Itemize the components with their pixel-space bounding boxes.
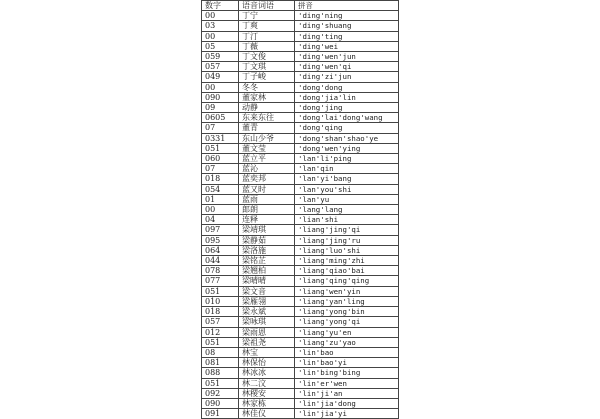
cell-pinyin: 'lin'jia'yi [295, 409, 399, 419]
cell-number: 049 [202, 72, 239, 82]
cell-pinyin: 'lan'li'ping [295, 154, 399, 164]
table-row [202, 184, 399, 194]
cell-number: 00 [202, 11, 239, 21]
cell-word: 梁永斌 [239, 307, 295, 317]
cell-word: 蓝奕邦 [239, 174, 295, 184]
cell-pinyin: 'lan'qin [295, 164, 399, 174]
cell-word: 董青 [239, 123, 295, 133]
table-row [202, 62, 399, 72]
cell-number: 090 [202, 92, 239, 102]
cell-number: 00 [202, 205, 239, 215]
cell-pinyin: 'ding'wei [295, 41, 399, 51]
cell-word: 梁文音 [239, 286, 295, 296]
cell-pinyin: 'dong'dong [295, 82, 399, 92]
cell-word: 丁文俊 [239, 52, 295, 62]
cell-pinyin: 'liang'yan'ling [295, 296, 399, 306]
cell-pinyin: 'liang'luo'shi [295, 245, 399, 255]
cell-pinyin: 'lin'bing'bing [295, 368, 399, 378]
cell-pinyin: 'dong'lai'dong'wang [295, 113, 399, 123]
cell-word: 梁雨恩 [239, 327, 295, 337]
table-row [202, 72, 399, 82]
cell-word: 连释 [239, 215, 295, 225]
table-row [202, 378, 399, 388]
cell-pinyin: 'ding'ning [295, 11, 399, 21]
cell-pinyin: 'lin'er'wen [295, 378, 399, 388]
cell-word: 蓝雨 [239, 194, 295, 204]
table-row [202, 358, 399, 368]
cell-word: 丁汀 [239, 31, 295, 41]
cell-word: 梁静茹 [239, 235, 295, 245]
table-row [202, 52, 399, 62]
cell-pinyin: 'ding'wen'qi [295, 62, 399, 72]
cell-word: 冬冬 [239, 82, 295, 92]
cell-pinyin: 'lan'you'shi [295, 184, 399, 194]
cell-number: 00 [202, 31, 239, 41]
table-row [202, 143, 399, 153]
cell-number: 092 [202, 388, 239, 398]
cell-number: 090 [202, 398, 239, 408]
table-row [202, 409, 399, 419]
cell-word: 林佳仪 [239, 409, 295, 419]
table-row [202, 194, 399, 204]
table-row [202, 368, 399, 378]
header-row [202, 1, 399, 11]
cell-number: 051 [202, 286, 239, 296]
cell-pinyin: 'lin'jia'dong [295, 398, 399, 408]
table-row [202, 337, 399, 347]
cell-number: 08 [202, 347, 239, 357]
cell-word: 蓝又时 [239, 184, 295, 194]
table-row [202, 82, 399, 92]
table-row [202, 235, 399, 245]
cell-pinyin: 'dong'shan'shao'ye [295, 133, 399, 143]
cell-word: 蓝立平 [239, 154, 295, 164]
cell-word: 丁文琪 [239, 62, 295, 72]
cell-word: 林冰冰 [239, 368, 295, 378]
cell-word: 东来东往 [239, 113, 295, 123]
table-row [202, 307, 399, 317]
cell-word: 丁爽 [239, 21, 295, 31]
cell-word: 东山少爷 [239, 133, 295, 143]
cell-pinyin: 'liang'yong'qi [295, 317, 399, 327]
cell-pinyin: 'lang'lang [295, 205, 399, 215]
cell-number: 081 [202, 358, 239, 368]
cell-word: 梁咏琪 [239, 317, 295, 327]
cell-pinyin: 'liang'jing'ru [295, 235, 399, 245]
header-word: 语音词语 [239, 1, 295, 11]
cell-number: 051 [202, 378, 239, 388]
header-number: 数字 [202, 1, 239, 11]
table-row [202, 41, 399, 51]
table-row [202, 133, 399, 143]
cell-number: 010 [202, 296, 239, 306]
pinyin-table [201, 0, 399, 419]
table-row [202, 164, 399, 174]
table-row [202, 256, 399, 266]
table-row [202, 317, 399, 327]
cell-number: 097 [202, 225, 239, 235]
cell-number: 03 [202, 21, 239, 31]
cell-pinyin: 'liang'qiao'bai [295, 266, 399, 276]
table-row [202, 296, 399, 306]
cell-pinyin: 'lan'yi'bang [295, 174, 399, 184]
cell-pinyin: 'liang'qing'qing [295, 276, 399, 286]
cell-pinyin: 'lian'shi [295, 215, 399, 225]
table-row [202, 225, 399, 235]
cell-number: 051 [202, 337, 239, 347]
table-row [202, 103, 399, 113]
cell-pinyin: 'liang'yong'bin [295, 307, 399, 317]
cell-number: 054 [202, 184, 239, 194]
table-row [202, 92, 399, 102]
cell-pinyin: 'ding'wen'jun [295, 52, 399, 62]
header-pinyin: 拼音 [295, 1, 399, 11]
cell-pinyin: 'dong'jia'lin [295, 92, 399, 102]
cell-word: 梁雁翎 [239, 296, 295, 306]
cell-number: 00 [202, 82, 239, 92]
cell-word: 董文莹 [239, 143, 295, 153]
cell-word: 动静 [239, 103, 295, 113]
cell-pinyin: 'ding'zi'jun [295, 72, 399, 82]
cell-word: 梁洛施 [239, 245, 295, 255]
cell-number: 0331 [202, 133, 239, 143]
cell-word: 丁子峻 [239, 72, 295, 82]
cell-word: 梁祖尧 [239, 337, 295, 347]
cell-number: 095 [202, 235, 239, 245]
table-row [202, 327, 399, 337]
table-row [202, 11, 399, 21]
cell-number: 059 [202, 52, 239, 62]
table-row [202, 113, 399, 123]
cell-pinyin: 'liang'ming'zhi [295, 256, 399, 266]
cell-number: 018 [202, 174, 239, 184]
cell-word: 郎朗 [239, 205, 295, 215]
cell-word: 林二汶 [239, 378, 295, 388]
cell-number: 088 [202, 368, 239, 378]
cell-number: 091 [202, 409, 239, 419]
cell-pinyin: 'lan'yu [295, 194, 399, 204]
cell-word: 梁靖琪 [239, 225, 295, 235]
cell-pinyin: 'liang'jing'qi [295, 225, 399, 235]
cell-word: 林稷安 [239, 388, 295, 398]
cell-number: 07 [202, 164, 239, 174]
cell-number: 04 [202, 215, 239, 225]
cell-pinyin: 'dong'jing [295, 103, 399, 113]
cell-word: 董家林 [239, 92, 295, 102]
table-row [202, 215, 399, 225]
table-row [202, 286, 399, 296]
cell-word: 梁翘柏 [239, 266, 295, 276]
cell-number: 077 [202, 276, 239, 286]
cell-pinyin: 'liang'zu'yao [295, 337, 399, 347]
cell-pinyin: 'dong'qing [295, 123, 399, 133]
cell-word: 林家栋 [239, 398, 295, 408]
cell-pinyin: 'dong'wen'ying [295, 143, 399, 153]
cell-word: 丁宁 [239, 11, 295, 21]
table-row [202, 31, 399, 41]
cell-number: 09 [202, 103, 239, 113]
table-row [202, 347, 399, 357]
cell-number: 01 [202, 194, 239, 204]
cell-number: 0605 [202, 113, 239, 123]
cell-word: 丁薇 [239, 41, 295, 51]
cell-number: 018 [202, 307, 239, 317]
cell-word: 林宝 [239, 347, 295, 357]
table-row [202, 174, 399, 184]
cell-word: 林保怡 [239, 358, 295, 368]
cell-pinyin: 'lin'bao'yi [295, 358, 399, 368]
cell-number: 057 [202, 62, 239, 72]
table-row [202, 245, 399, 255]
cell-number: 060 [202, 154, 239, 164]
table-row [202, 276, 399, 286]
table-row [202, 154, 399, 164]
cell-pinyin: 'lin'bao [295, 347, 399, 357]
cell-number: 078 [202, 266, 239, 276]
cell-pinyin: 'ding'shuang [295, 21, 399, 31]
cell-pinyin: 'liang'yu'en [295, 327, 399, 337]
cell-pinyin: 'liang'wen'yin [295, 286, 399, 296]
cell-number: 051 [202, 143, 239, 153]
cell-number: 05 [202, 41, 239, 51]
cell-pinyin: 'ding'ting [295, 31, 399, 41]
table-row [202, 205, 399, 215]
cell-number: 07 [202, 123, 239, 133]
cell-number: 064 [202, 245, 239, 255]
cell-word: 梁晴晴 [239, 276, 295, 286]
cell-word: 蓝沁 [239, 164, 295, 174]
cell-number: 057 [202, 317, 239, 327]
cell-number: 012 [202, 327, 239, 337]
table-row [202, 123, 399, 133]
cell-number: 044 [202, 256, 239, 266]
cell-pinyin: 'lin'ji'an [295, 388, 399, 398]
cell-word: 梁铭芷 [239, 256, 295, 266]
table-row [202, 388, 399, 398]
table-row [202, 266, 399, 276]
table-row [202, 21, 399, 31]
